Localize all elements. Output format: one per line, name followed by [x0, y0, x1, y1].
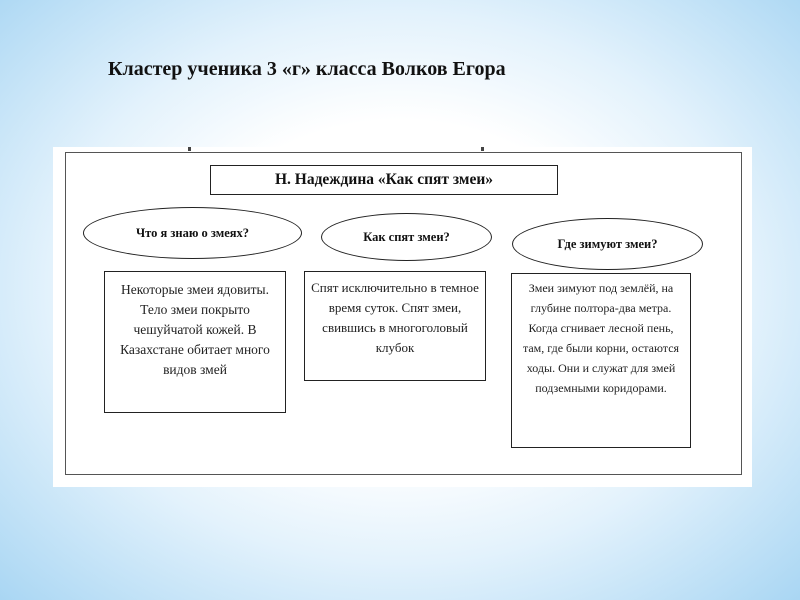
cluster-diagram — [53, 147, 752, 487]
question-ellipse-3: Где зимуют змеи? — [512, 218, 703, 270]
answer-box-2: Спят исключительно в темное время суток. Спят змеи, свившись в многоголовый клубок — [304, 271, 486, 381]
question-ellipse-1: Что я знаю о змеях? — [83, 207, 302, 259]
answer-box-1: Некоторые змеи ядовиты. Тело змеи покрыто чешуйчатой кожей. В Казахстане обитает много видов змей — [104, 271, 286, 413]
cropped-arrow-mark — [481, 147, 484, 151]
question-ellipse-2: Как спят змеи? — [321, 213, 492, 261]
slide-title: Кластер ученика 3 «г» класса Волков Егора — [108, 58, 506, 80]
topic-box: Н. Надеждина «Как спят змеи» — [210, 165, 558, 195]
answer-box-3: Змеи зимуют под землёй, на глубине полтора-два метра. Когда сгнивает лесной пень, там, где были корни, остаются ходы. Они и служат для змей подземными коридорами. — [511, 273, 691, 448]
cropped-arrow-mark — [188, 147, 191, 151]
